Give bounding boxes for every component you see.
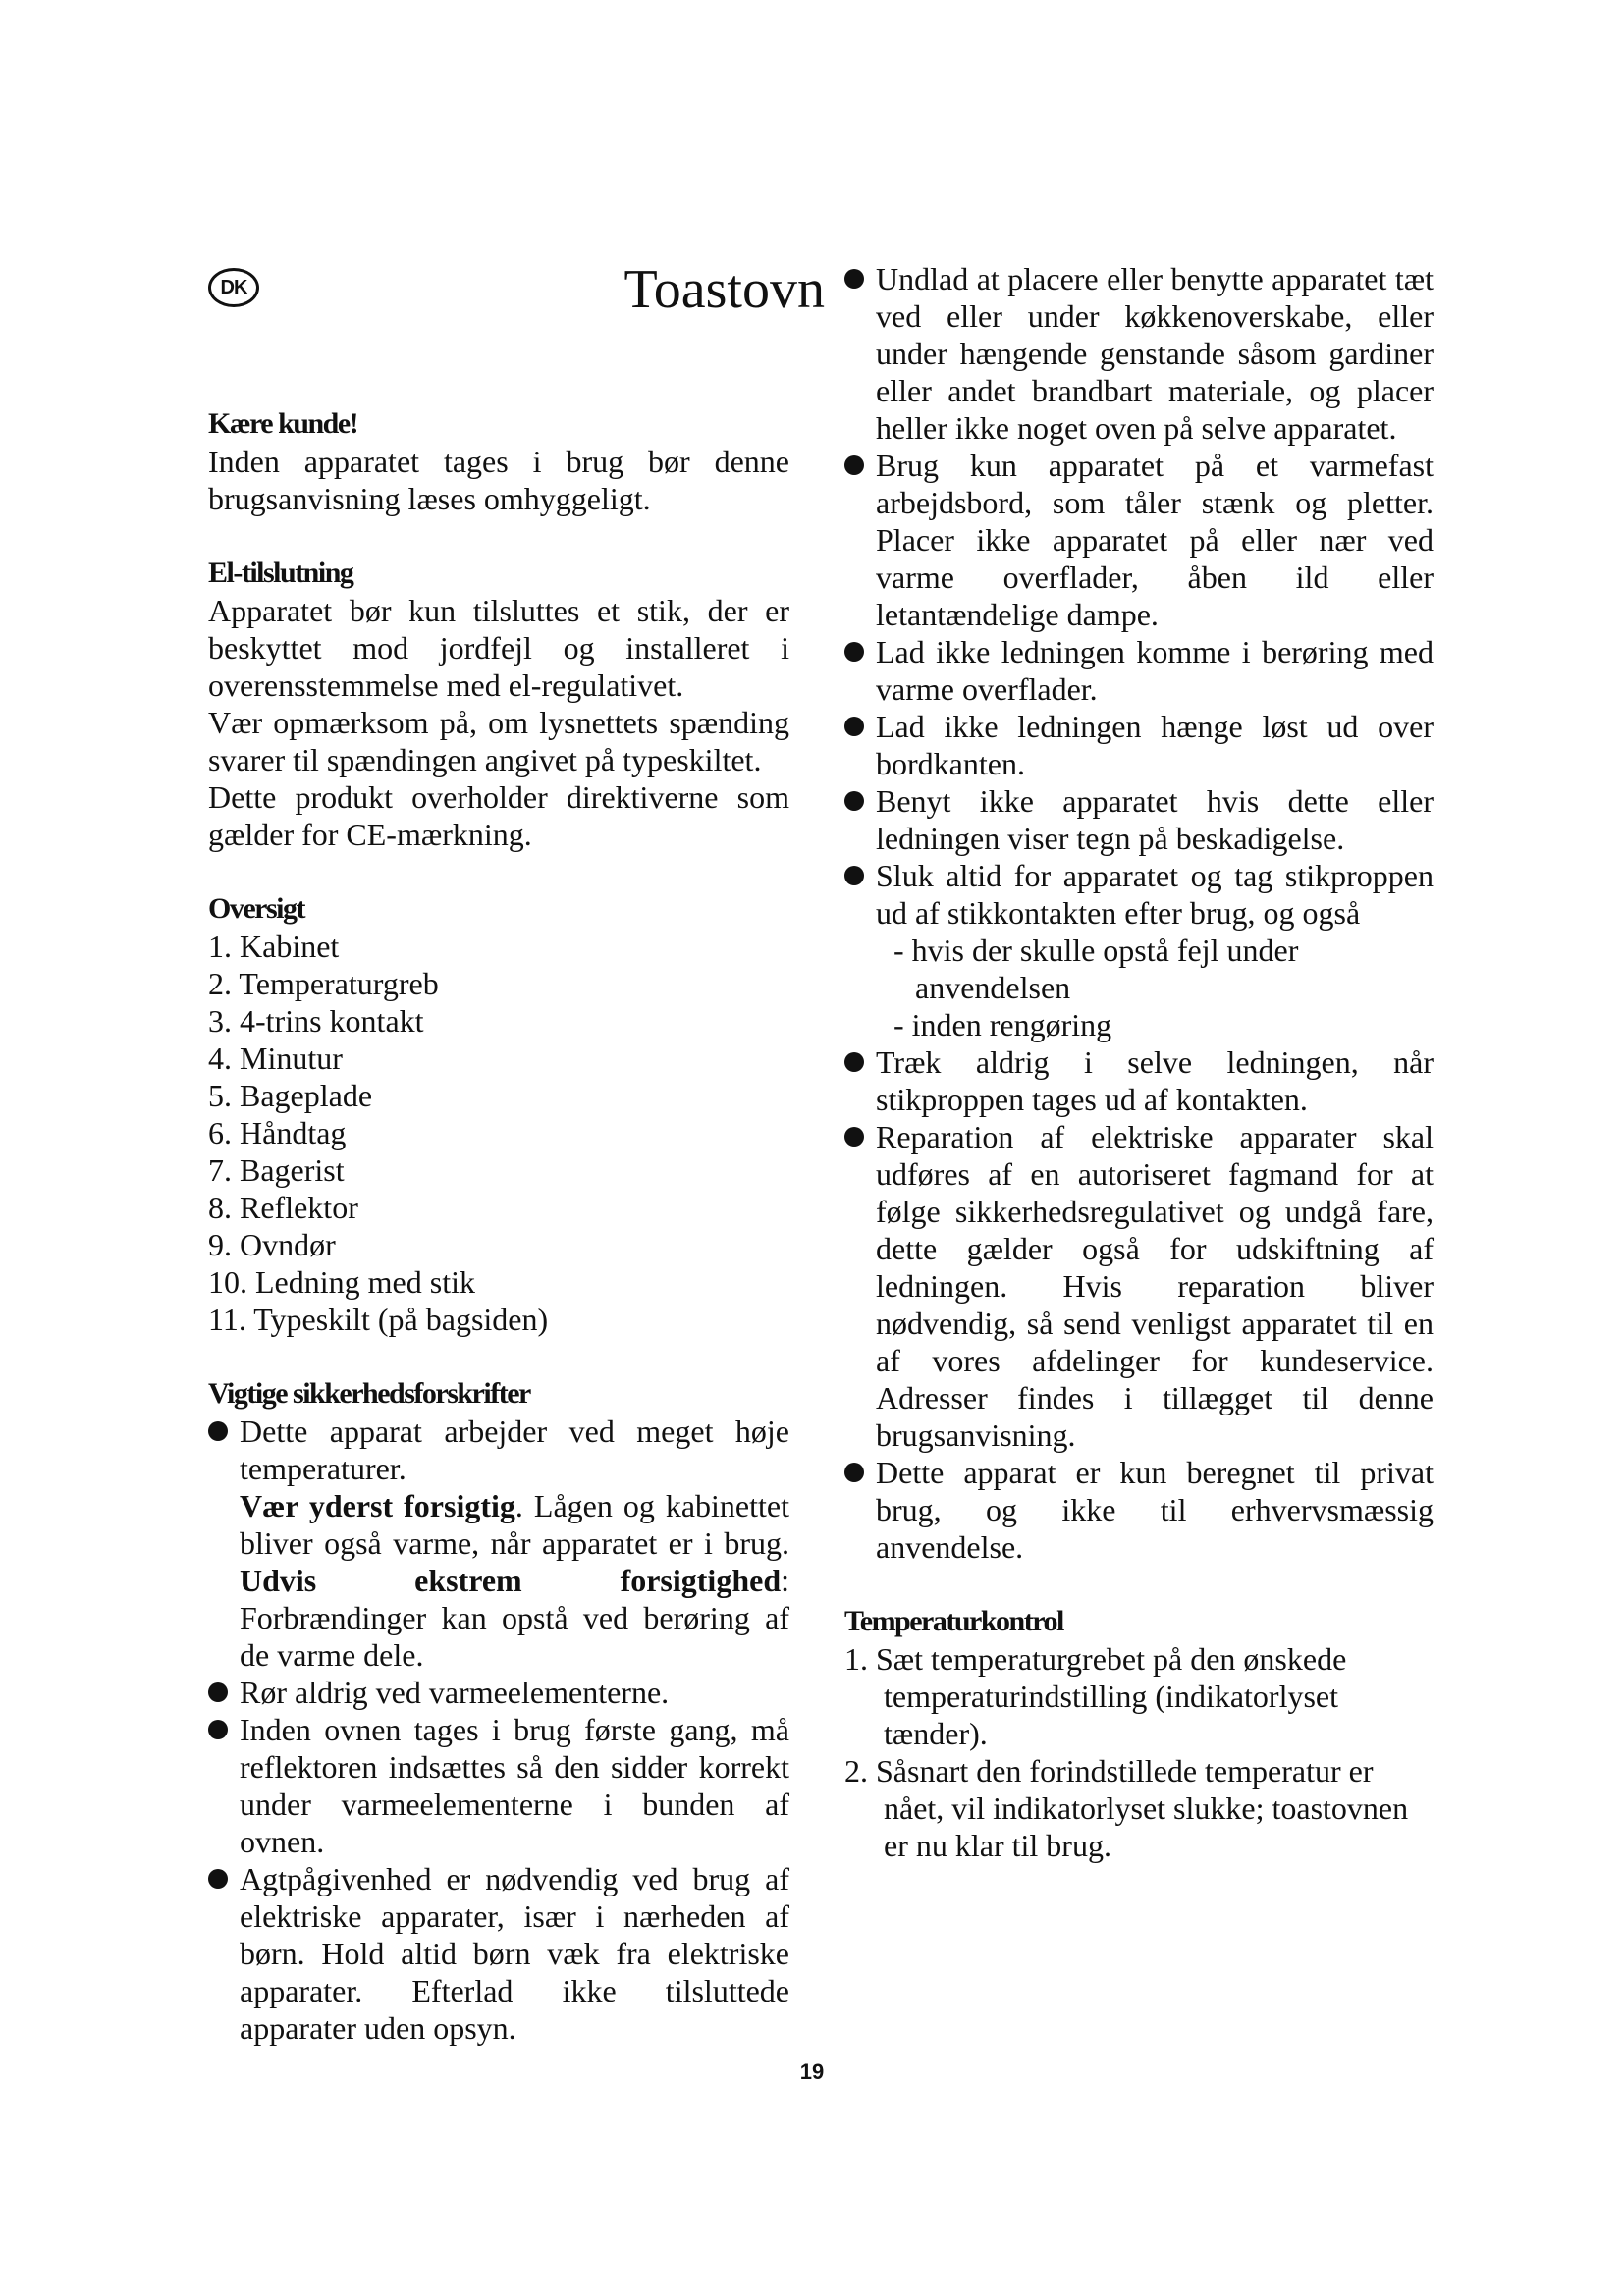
- safety-item-text: Træk aldrig i selve ledningen, når stikproppen tages ud af kontakten.: [876, 1044, 1434, 1117]
- list-item: 8. Reflektor: [208, 1190, 358, 1225]
- bullet-icon: [844, 1052, 864, 1072]
- electrical-paragraph: Vær opmærksom på, om lysnettets spænding svarer til spændingen angivet på typeskiltet.: [208, 705, 789, 777]
- safety-item: [208, 1711, 789, 1860]
- intro-text: Inden apparatet tages i brug bør denne brugsanvisning læses omhyggeligt.: [208, 444, 789, 516]
- list-item: 2. Temperaturgreb: [208, 966, 439, 1001]
- safety-item-text: Agtpågivenhed er nødvendig ved brug af elektriske apparater, især i nærheden af børn. Hold altid børn væk fra elektriske apparater. Efterlad ikke tilsluttede apparater uden opsyn.: [240, 1861, 789, 2046]
- safety-item: [844, 260, 1434, 447]
- list-item: 10. Ledning med stik: [208, 1264, 475, 1300]
- bullet-icon: [844, 866, 864, 885]
- bullet-icon: [844, 717, 864, 736]
- safety-item-text: Lad ikke ledningen komme i berøring med varme overflader.: [876, 634, 1434, 707]
- safety-item: [844, 857, 1434, 1043]
- list-item: 5. Bageplade: [208, 1078, 373, 1113]
- caution-emphasis: Vær yderst forsigtig: [240, 1488, 515, 1523]
- safety-item: [844, 1454, 1434, 1566]
- electrical-section: [208, 555, 789, 853]
- list-item: 9. Ovndør: [208, 1227, 336, 1262]
- safety-item: [844, 782, 1434, 857]
- bullet-icon: [844, 269, 864, 289]
- bullet-icon: [208, 1720, 228, 1739]
- temperature-section: [844, 1603, 1434, 1864]
- safety-heading: Vigtige sikkerhedsforskrifter: [208, 1377, 530, 1410]
- safety-list: [208, 1413, 789, 2047]
- safety-list-continued: [844, 260, 1434, 1566]
- electrical-paragraph: Dette produkt overholder direktiverne som gælder for CE-mærkning.: [208, 779, 789, 852]
- safety-item: [208, 1413, 789, 1674]
- safety-item: [844, 1118, 1434, 1454]
- electrical-paragraph: Apparatet bør kun tilsluttes et stik, der er beskyttet mod jordfejl og installeret i overensstemmelse med el-regulativet.: [208, 593, 789, 703]
- list-item: 1. Kabinet: [208, 929, 340, 964]
- safety-item: [208, 1674, 789, 1711]
- bullet-icon: [844, 455, 864, 475]
- safety-subitem: - hvis der skulle opstå fejl under: [893, 933, 1299, 968]
- electrical-heading: El-tilslutning: [208, 557, 353, 589]
- list-item: 11. Typeskilt (på bagsiden): [208, 1302, 549, 1337]
- overview-section: [208, 890, 789, 1338]
- safety-item: [844, 447, 1434, 633]
- safety-item: [844, 708, 1434, 782]
- safety-item: [844, 633, 1434, 708]
- overview-heading: Oversigt: [208, 892, 304, 925]
- safety-item-text: Inden ovnen tages i brug første gang, må reflektoren indsættes så den sidder korrekt under varmeelementerne i bunden af ovnen.: [240, 1712, 789, 1859]
- list-item: 3. 4-trins kontakt: [208, 1003, 424, 1039]
- safety-item-text: : Forbrændinger kan opstå ved berøring af de varme dele.: [240, 1563, 789, 1673]
- intro-section: [208, 405, 789, 517]
- page-number: 19: [799, 2059, 825, 2084]
- list-item: 6. Håndtag: [208, 1115, 347, 1150]
- safety-item-text: Reparation af elektriske apparater skal udføres af en autoriseret fagmand for at følge sikkerhedsregulativet og undgå fare, dette gælder også for udskiftning af ledningen. Hvis reparation bliver nødvendig, så send venligst apparatet til en af vores afdelinger for kundeservice. Adresser findes i tillægget til denne brugsanvisning.: [876, 1119, 1434, 1453]
- right-column: [623, 259, 1434, 1864]
- safety-item: [208, 1860, 789, 2047]
- safety-item-text: Dette apparat arbejder ved meget høje temperaturer.: [240, 1414, 789, 1486]
- bullet-icon: [844, 1463, 864, 1482]
- temperature-steps: [844, 1640, 1434, 1864]
- safety-item: [844, 1043, 1434, 1118]
- overview-list: [208, 928, 789, 1338]
- language-badge: DK: [208, 268, 259, 307]
- intro-heading: Kære kunde!: [208, 407, 358, 440]
- extreme-caution-emphasis: Udvis ekstrem forsigtighed: [240, 1563, 782, 1598]
- safety-subitem-continued: anvendelsen: [915, 970, 1071, 1005]
- safety-subitem: - inden rengøring: [893, 1007, 1112, 1042]
- safety-item-text: Brug kun apparatet på et varmefast arbejdsbord, som tåler stænk og pletter. Placer ikke apparatet på eller nær ved varme overflader, åben ild eller letantændelige dampe.: [876, 448, 1434, 632]
- bullet-icon: [844, 791, 864, 811]
- list-item: 7. Bagerist: [208, 1152, 345, 1188]
- left-column: [208, 260, 789, 2047]
- list-item: 1. Sæt temperaturgrebet på den ønskede temperaturindstilling (indikatorlyset tænder).: [844, 1641, 1347, 1751]
- list-item: 4. Minutur: [208, 1041, 343, 1076]
- bullet-icon: [844, 642, 864, 662]
- bullet-icon: [844, 1127, 864, 1147]
- safety-item-text: Benyt ikke apparatet hvis dette eller ledningen viser tegn på beskadigelse.: [876, 783, 1434, 856]
- safety-item-text: Rør aldrig ved varmeelementerne.: [240, 1675, 670, 1710]
- safety-item-text: Undlad at placere eller benytte apparatet tæt ved eller under køkkenoverskabe, eller under hængende genstande såsom gardiner eller andet brandbart materiale, og placer heller ikke noget oven på selve apparatet.: [876, 261, 1434, 446]
- page-title: Toastovn: [623, 259, 825, 320]
- bullet-icon: [208, 1869, 228, 1889]
- bullet-icon: [208, 1421, 228, 1441]
- list-item: 2. Såsnart den forindstillede temperatur er nået, vil indikatorlyset slukke; toastovnen er nu klar til brug.: [844, 1753, 1409, 1863]
- temperature-heading: Temperaturkontrol: [844, 1605, 1063, 1637]
- bullet-icon: [208, 1682, 228, 1702]
- safety-item-text: Sluk altid for apparatet og tag stikproppen ud af stikkontakten efter brug, og også: [876, 858, 1434, 931]
- safety-item-text: Lad ikke ledningen hænge løst ud over bordkanten.: [876, 709, 1434, 781]
- safety-item-text: . Lågen og kabinettet bliver også varme, når apparatet er i brug.: [240, 1488, 790, 1561]
- safety-section: [208, 1375, 789, 2047]
- safety-item-text: Dette apparat er kun beregnet til privat brug, og ikke til erhvervsmæssig anvendelse.: [876, 1455, 1434, 1565]
